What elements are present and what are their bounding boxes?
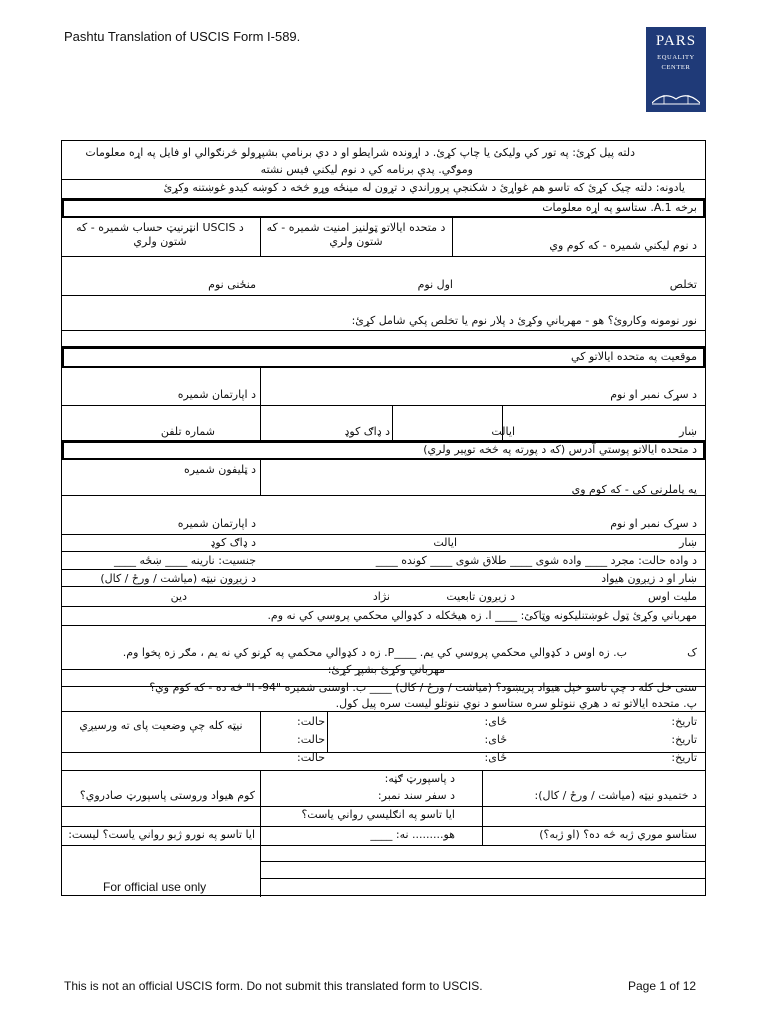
label-city: ښار: [679, 425, 697, 438]
logo-line-1: PARS: [655, 33, 697, 49]
label-status-2: حالت:: [296, 733, 325, 746]
label-status-expiry: نیټه کله چې وضعیت پای ته ورسیږي: [79, 719, 243, 732]
label-please-complete: مهرباني وکړئ بشپړ کړئ:: [327, 663, 445, 676]
label-phone-2: د ټلیفون شمیره: [184, 463, 256, 476]
label-apartment-2: د اپارتمان شمیره: [177, 517, 256, 530]
label-status-3: حالت:: [296, 751, 325, 764]
label-place-1: ځای:: [484, 715, 507, 728]
label-nationality: ملیت اوس: [648, 590, 697, 603]
label-expiry-date: د ختمیدو نیټه (میاشت / ورځ / کال):: [534, 789, 697, 802]
asylum-note: یادونه: دلته چیک کړئ که تاسو هم غواړئ د شکنجې پروراندي د تړون له مینځه وړو څخه د کوښه کیدو غوښتنه وکړئ: [163, 181, 685, 194]
label-religion: دین: [170, 590, 187, 603]
label-other-languages: ایا تاسو په نورو ژبو رواني یاست؟ لیست:: [68, 828, 255, 841]
label-apartment: د اپارتمان شمیره: [177, 388, 256, 401]
logo-line-2: EQUALITY: [657, 54, 695, 61]
label-race: نژاد: [372, 590, 390, 603]
intro-line-1: دلته پیل کړئ: په تور کي ولیکئ یا چاپ کړئ. د اړونده شرایطو او د دي برنامې بشپړولو څرنګوالي او فایل په اړه معلومات: [85, 146, 635, 159]
label-court-intro: مهرباني وکړئ ټول غوښتنلیکونه وټاکئ: ____ ا. زه هیڅکله د کډوالي محکمي پروسي کي نه وم.: [267, 609, 697, 622]
label-travel-doc: د سفر سند نمبر:: [377, 789, 455, 802]
label-street: د سړک نمبر او نوم: [610, 388, 697, 401]
col-ssn: د متحده ایالاتو ټولنیز امنیت شمیره - که شتون ولري: [266, 221, 446, 248]
label-birthplace: ښار او د زیږون هیواد: [601, 572, 697, 585]
part-a1-heading: برخه A.1. ستاسو په اړه معلومات: [542, 201, 697, 214]
label-zip-2: د ډاګ کوډ: [210, 536, 256, 549]
label-phone: شماره تلفن: [160, 425, 215, 438]
label-date-1: تاریخ:: [671, 715, 697, 728]
label-court-k: ک: [687, 646, 697, 659]
label-yes-no: هو......... نه: ____: [370, 828, 455, 841]
label-english-fluent: ایا تاسو په انګلیسي رواني یاست؟: [301, 808, 455, 821]
intro-line-2: وموګي. پدې برنامه کي د نوم لیکني فیس نشته: [260, 163, 473, 176]
label-mailing-address: د متحده ایالاتو پوستي آدرس (که د پورته په څخه توپیر ولري): [423, 443, 697, 456]
label-entries: پ. متحده ایالاتو ته د هري ننوتلو سره ستاسو د نوي ننوتلو لیست سره پیل کول.: [335, 697, 697, 710]
label-birth-nationality: د زیږون تابعیت: [446, 590, 515, 603]
label-date-2: تاریخ:: [671, 733, 697, 746]
label-dob: د زیږون نیټه (میاشت / ورځ / کال): [100, 572, 256, 585]
label-passport: د پاسپورټ ګڼه:: [384, 772, 455, 785]
footer-disclaimer: This is not an official USCIS form. Do not submit this translated form to USCIS.: [64, 979, 483, 993]
header-title: Pashtu Translation of USCIS Form I-589.: [64, 29, 301, 44]
col-uscis-account: د USCIS انټرنیټ حساب شمیره - که شتون ولري: [76, 221, 244, 248]
label-date-3: تاریخ:: [671, 751, 697, 764]
label-place-2: ځای:: [484, 733, 507, 746]
label-residence: موقعیت په متحده ایالاتو کي: [571, 350, 697, 363]
label-care-of: په پاملرني کي - که کوم وي: [571, 483, 697, 496]
form-i589-page1: [61, 140, 706, 896]
label-street-2: د سړک نمبر او نوم: [610, 517, 697, 530]
label-place-3: ځای:: [484, 751, 507, 764]
logo-line-3: CENTER: [661, 64, 691, 71]
label-city-2: ښار: [679, 536, 697, 549]
label-zip: د ډاګ کوډ: [344, 425, 390, 438]
official-use-label: For official use only: [103, 880, 207, 894]
label-state-2: ایالت: [433, 536, 457, 549]
label-status-1: حالت:: [296, 715, 325, 728]
label-surname: تخلص: [669, 278, 697, 291]
label-issuing-country: کوم هیواد وروستی پاسپورټ صادروي؟: [79, 789, 255, 802]
label-state: ایالت: [491, 425, 515, 438]
bridge-icon: [652, 89, 700, 107]
label-court-options: ب. زه اوس د کډوالي محکمي پروسي کي یم. ____P. زه د کډوالي محکمي په کړنو کي نه یم ، مګر زه پخوا وم.: [122, 646, 627, 659]
label-marital-status: د واده حالت: مجرد ____ واده شوی ____ طلاق شوی ____ کونده ____: [375, 554, 697, 567]
label-gender: جنسیت: نارینه ____ ښځه ____: [114, 554, 256, 567]
col-alien-number: د نوم لیکني شمیره - که کوم وي: [549, 239, 697, 252]
label-last-left: ستی خل کله د چې تاسو خپل هیواد پریښود؟ (میاشت / ورځ / کال) ____ ب. اوسنی شمیره "I -94" څه ده - که کوم وي؟: [149, 681, 697, 694]
label-native-language: ستاسو موري ژبه څه ده؟ (او ژبه؟): [539, 828, 697, 841]
label-first-name: اول نوم: [417, 278, 453, 291]
label-middle-name: منځنی نوم: [208, 278, 256, 291]
page-number: Page 1 of 12: [628, 979, 697, 993]
pars-logo: [646, 27, 706, 112]
label-other-names: نور نومونه وکاروئ؟ هو - مهرباني وکړئ د پلار نوم یا تخلص پکي شامل کړئ:: [351, 314, 697, 327]
